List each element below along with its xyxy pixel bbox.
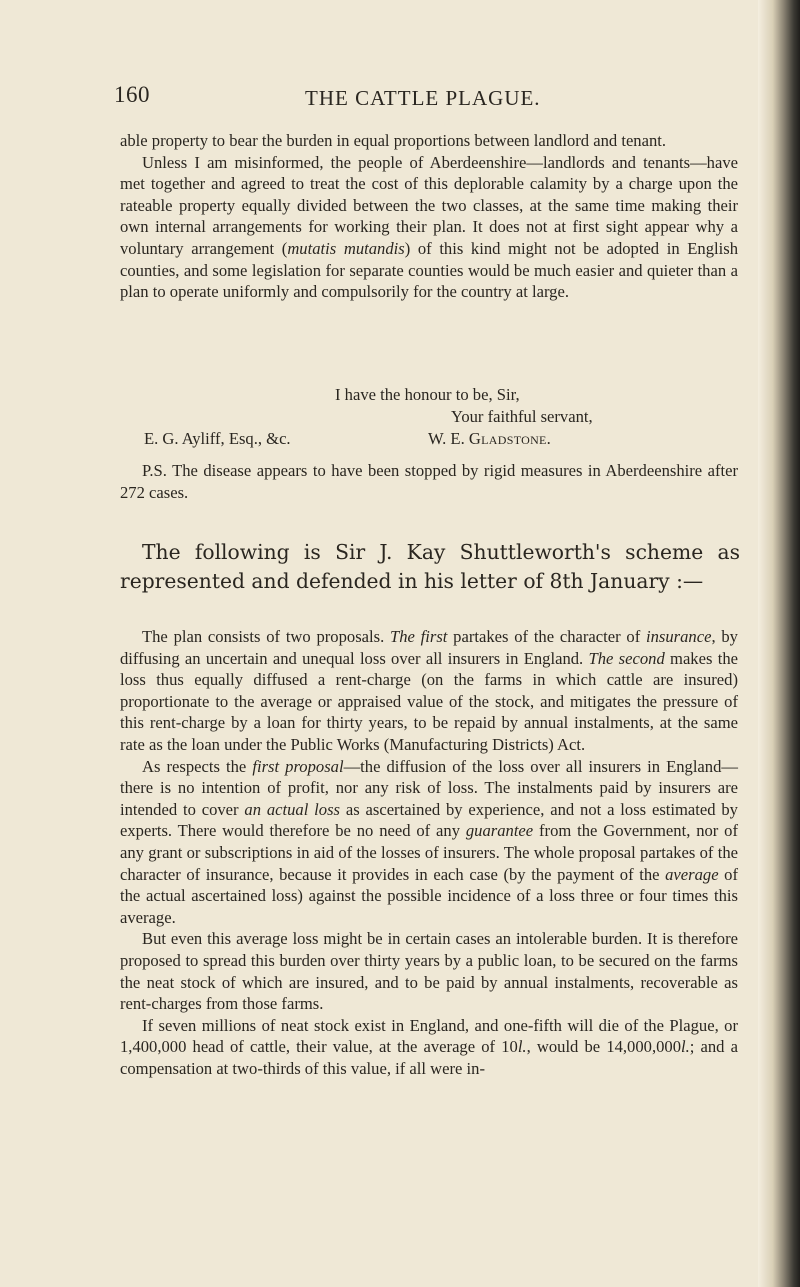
section-heading: The following is Sir J. Kay Shuttleworth's scheme as represented and defended in his letter of 8th January :— <box>120 540 740 593</box>
scheme-paragraph-1: The plan consists of two proposals. The first partakes of the character of insurance, by diffusing an uncertain and unequal loss over all insurers in England. The second makes the loss thus equally diffused a rent-charge (on the farms in which cattle are insured) proportionate to the average or appraised value of the stock, and mitigates the pressure of this rent-charge by a loan for thirty years, to be repaid by annual instalments, at the same rate as the loan under the Public Works (Manufacturing Districts) Act. <box>120 627 738 754</box>
letter-body <box>120 130 738 303</box>
scheme-paragraph-3: But even this average loss might be in certain cases an intolerable burden. It is therefore proposed to spread this burden over thirty years by a public loan, to be secured on the farms the neat stock of which are insured, and to be paid by annual instalments, recoverable as rent-charges from those farms. <box>120 929 738 1014</box>
scheme-body <box>120 626 738 1079</box>
letter-paragraph-1: able property to bear the burden in equal proportions between landlord and tenant. <box>120 131 667 150</box>
page-binding-shadow <box>758 0 800 1287</box>
letter-addressee: E. G. Ayliff, Esq., &c. <box>144 429 291 448</box>
running-head: THE CATTLE PLAGUE. <box>305 86 541 110</box>
postscript: P.S. The disease appears to have been stopped by rigid measures in Aberdeenshire after 272 cases. <box>120 461 738 502</box>
closing-line-1: I have the honour to be, Sir, <box>335 385 520 404</box>
letter-paragraph-2: Unless I am misinformed, the people of Aberdeenshire—landlords and tenants—have met together and agreed to treat the cost of this deplorable calamity by a charge upon the rateable property equally divided between the two classes, at the same time making their own internal arrangements for working their plan. It does not at first sight appear why a voluntary arrangement (mutatis mutandis) of this kind might not be adopted in English counties, and some legislation for separate counties would be much easier and quieter than a plan to operate uniformly and compulsorily for the country at large. <box>120 152 738 302</box>
page-header <box>0 82 800 112</box>
scheme-paragraph-2: As respects the first proposal—the diffusion of the loss over all insurers in England—there is no intention of profit, nor any risk of loss. The instalments paid by insurers are intended to cover an actual loss as ascertained by experience, and not a loss estimated by experts. There would therefore be no need of any guarantee from the Government, nor of any grant or subscriptions in aid of the losses of insurers. The whole proposal partakes of the character of insurance, because it provides in each case (by the payment of the average of the actual ascertained loss) against the possible incidence of a loss three or four times this average. <box>120 756 739 927</box>
page-number: 160 <box>114 82 150 107</box>
scheme-paragraph-4: If seven millions of neat stock exist in England, and one-fifth will die of the Plague, or 1,400,000 head of cattle, their value, at the average of 10l., would be 14,000,000l.; and a compensation at two-thirds of this value, if all were in- <box>120 1015 738 1078</box>
closing-line-2: Your faithful servant, <box>451 407 593 426</box>
letter-signature: W. E. Gladstone. <box>428 429 552 448</box>
